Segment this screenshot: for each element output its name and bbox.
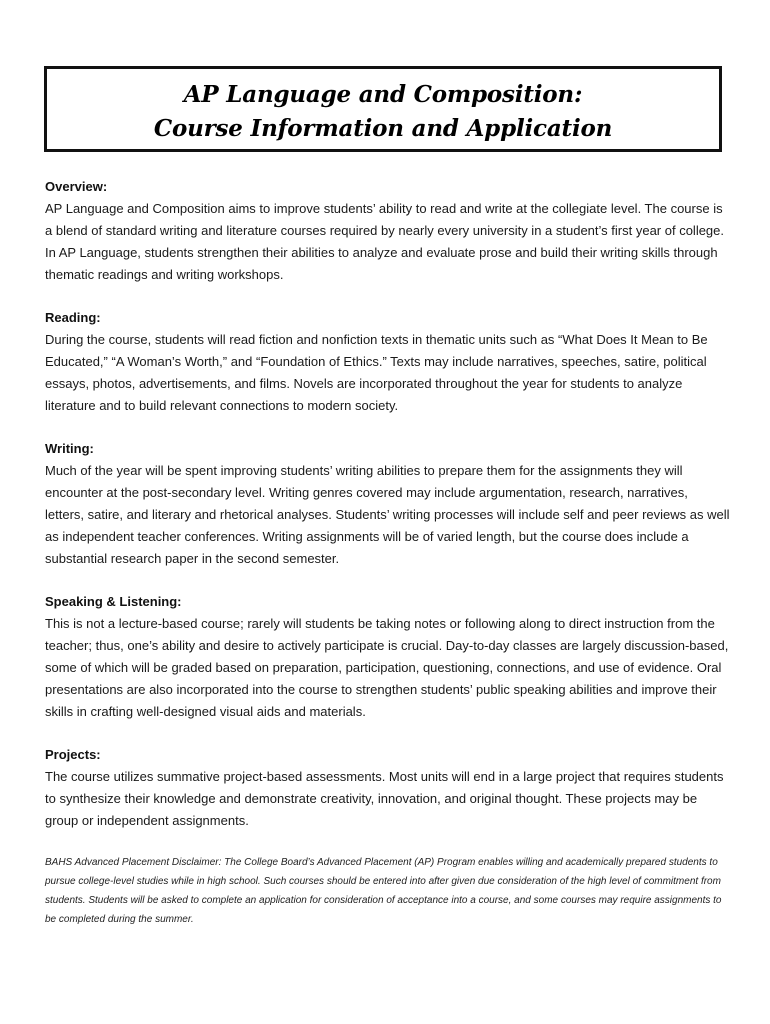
section-heading: Speaking & Listening:: [45, 594, 182, 609]
section-heading: Overview:: [45, 179, 108, 194]
page-subtitle: Course Information and Application: [153, 115, 613, 142]
section-writing: [45, 438, 730, 570]
section-body: This is not a lecture-based course; rarely will students be taking notes or following along to direct instruction from the teacher; thus, one’s ability and desire to actively participate is crucial. Day-to-day classes are largely discussion-based, some of which will be graded based on preparation, participation, questioning, connections, and use of evidence. Oral presentations are also incorporated into the course to strengthen students’ public speaking abilities and improve their skills in crafting well-designed visual aids and materials.: [45, 616, 729, 719]
section-body: AP Language and Composition aims to improve students’ ability to read and write at the collegiate level. The course is a blend of standard writing and literature courses required by nearly every university in a student’s first year of college. In AP Language, students strengthen their abilities to analyze and evaluate prose and build their writing skills through thematic readings and writing workshops.: [45, 201, 725, 282]
section-speaking-listening: [45, 591, 730, 723]
section-body: During the course, students will read fiction and nonfiction texts in thematic units such as “What Does It Mean to Be Educated,” “A Woman’s Worth,” and “Foundation of Ethics.” Texts may include narratives, speeches, satire, political essays, photos, advertisements, and films. Novels are incorporated throughout the year for students to analyze literature and to build relevant connections to modern society.: [45, 332, 708, 413]
section-heading: Reading:: [45, 310, 101, 325]
section-body: Much of the year will be spent improving students’ writing abilities to prepare them for the assignments they will encounter at the post-secondary level. Writing genres covered may include argumentation, research, narratives, letters, satire, and literary and rhetorical analyses. Students’ writing processes will include self and peer reviews as well as independent teacher conferences. Writing assignments will be of varied length, but the course does include a substantial research paper in the second semester.: [45, 463, 730, 566]
ap-disclaimer: BAHS Advanced Placement Disclaimer: The College Board’s Advanced Placement (AP) Program enables willing and academically prepared students to pursue college-level studies while in high school. Such courses should be entered into after given due consideration of the high level of commitment from students. Students will be asked to complete an application for consideration of acceptance into a course, and some courses may require assignments to be completed during the summer.: [45, 857, 722, 925]
title-box: [44, 66, 722, 152]
section-overview: [45, 176, 730, 286]
section-heading: Writing:: [45, 441, 94, 456]
section-projects: [45, 744, 730, 832]
page-title: AP Language and Composition:: [183, 81, 583, 108]
section-reading: [45, 307, 730, 417]
document-content: [45, 176, 730, 929]
section-body: The course utilizes summative project-based assessments. Most units will end in a large project that requires students to synthesize their knowledge and demonstrate creativity, innovation, and original thought. These projects may be group or independent assignments.: [45, 769, 724, 828]
section-heading: Projects:: [45, 747, 101, 762]
